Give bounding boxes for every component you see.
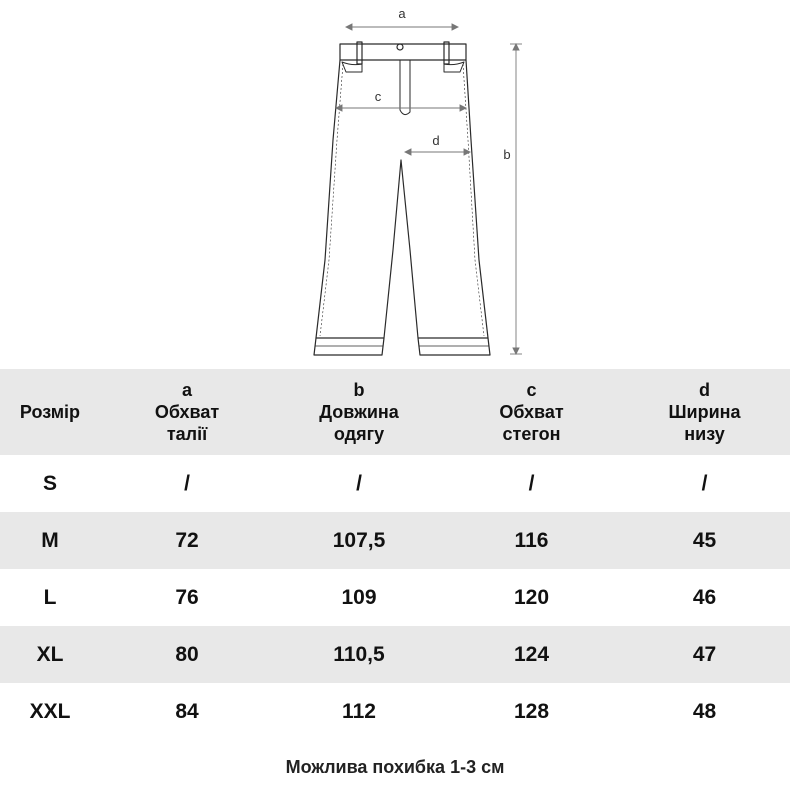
header-letter: b	[353, 380, 365, 400]
header-name: стегон	[502, 424, 561, 444]
pants-measurement-diagram	[0, 0, 790, 368]
value-cell: 107,5	[332, 528, 386, 552]
size-cell: M	[41, 528, 59, 552]
pants-drawing	[0, 0, 790, 368]
header-name: Ширина	[668, 402, 741, 422]
header-col-b	[274, 369, 444, 455]
header-letter: d	[699, 380, 710, 400]
belt-loop	[357, 42, 362, 64]
size-cell: XXL	[29, 699, 71, 723]
header-name: низу	[684, 424, 725, 444]
right-hem	[418, 338, 490, 355]
table-header-row	[0, 369, 790, 455]
header-size	[0, 369, 100, 455]
pants-outline	[316, 60, 488, 338]
table-row	[0, 455, 790, 512]
dim-label-d: d	[432, 133, 440, 148]
value-cell: 46	[692, 585, 717, 609]
table-row	[0, 683, 790, 740]
value-cell: 128	[513, 699, 550, 723]
value-cell: 76	[175, 585, 199, 609]
value-cell: /	[701, 471, 708, 495]
header-size-label: Розмір	[19, 401, 81, 422]
dim-label-c: c	[374, 89, 382, 104]
value-cell: /	[356, 471, 362, 495]
header-name: одягу	[333, 424, 385, 444]
header-name: Обхват	[499, 402, 564, 422]
belt-loop	[444, 42, 449, 64]
value-cell: 47	[692, 642, 717, 666]
button	[397, 44, 403, 50]
value-cell: 48	[692, 699, 717, 723]
value-cell: 124	[513, 642, 550, 666]
value-cell: 80	[175, 642, 199, 666]
value-cell: /	[528, 471, 535, 495]
header-name: Обхват	[154, 402, 220, 422]
value-cell: /	[184, 471, 190, 495]
value-cell: 116	[514, 528, 549, 552]
header-col-c	[444, 369, 619, 455]
value-cell: 45	[692, 528, 717, 552]
tolerance-note: Можлива похибка 1-3 см	[285, 757, 505, 777]
size-cell: XL	[36, 642, 64, 666]
value-cell: 120	[513, 585, 550, 609]
value-cell: 109	[341, 585, 377, 609]
left-hem	[314, 338, 384, 355]
value-cell: 112	[342, 699, 376, 723]
value-cell: 84	[175, 699, 199, 723]
header-name: Довжина	[319, 402, 399, 422]
header-letter: a	[181, 380, 192, 400]
table-row	[0, 569, 790, 626]
table-row	[0, 512, 790, 569]
header-col-d	[619, 369, 790, 455]
header-col-a	[100, 369, 274, 455]
header-letter: c	[526, 380, 537, 400]
size-table	[0, 369, 790, 740]
value-cell: 72	[175, 528, 199, 552]
table-row	[0, 626, 790, 683]
header-name: талії	[166, 424, 208, 444]
fly	[400, 60, 410, 115]
dim-label-b: b	[503, 147, 511, 162]
size-cell: S	[42, 471, 57, 495]
size-cell: L	[43, 585, 57, 609]
dim-label-a: a	[398, 6, 406, 21]
value-cell: 110,5	[333, 642, 385, 666]
